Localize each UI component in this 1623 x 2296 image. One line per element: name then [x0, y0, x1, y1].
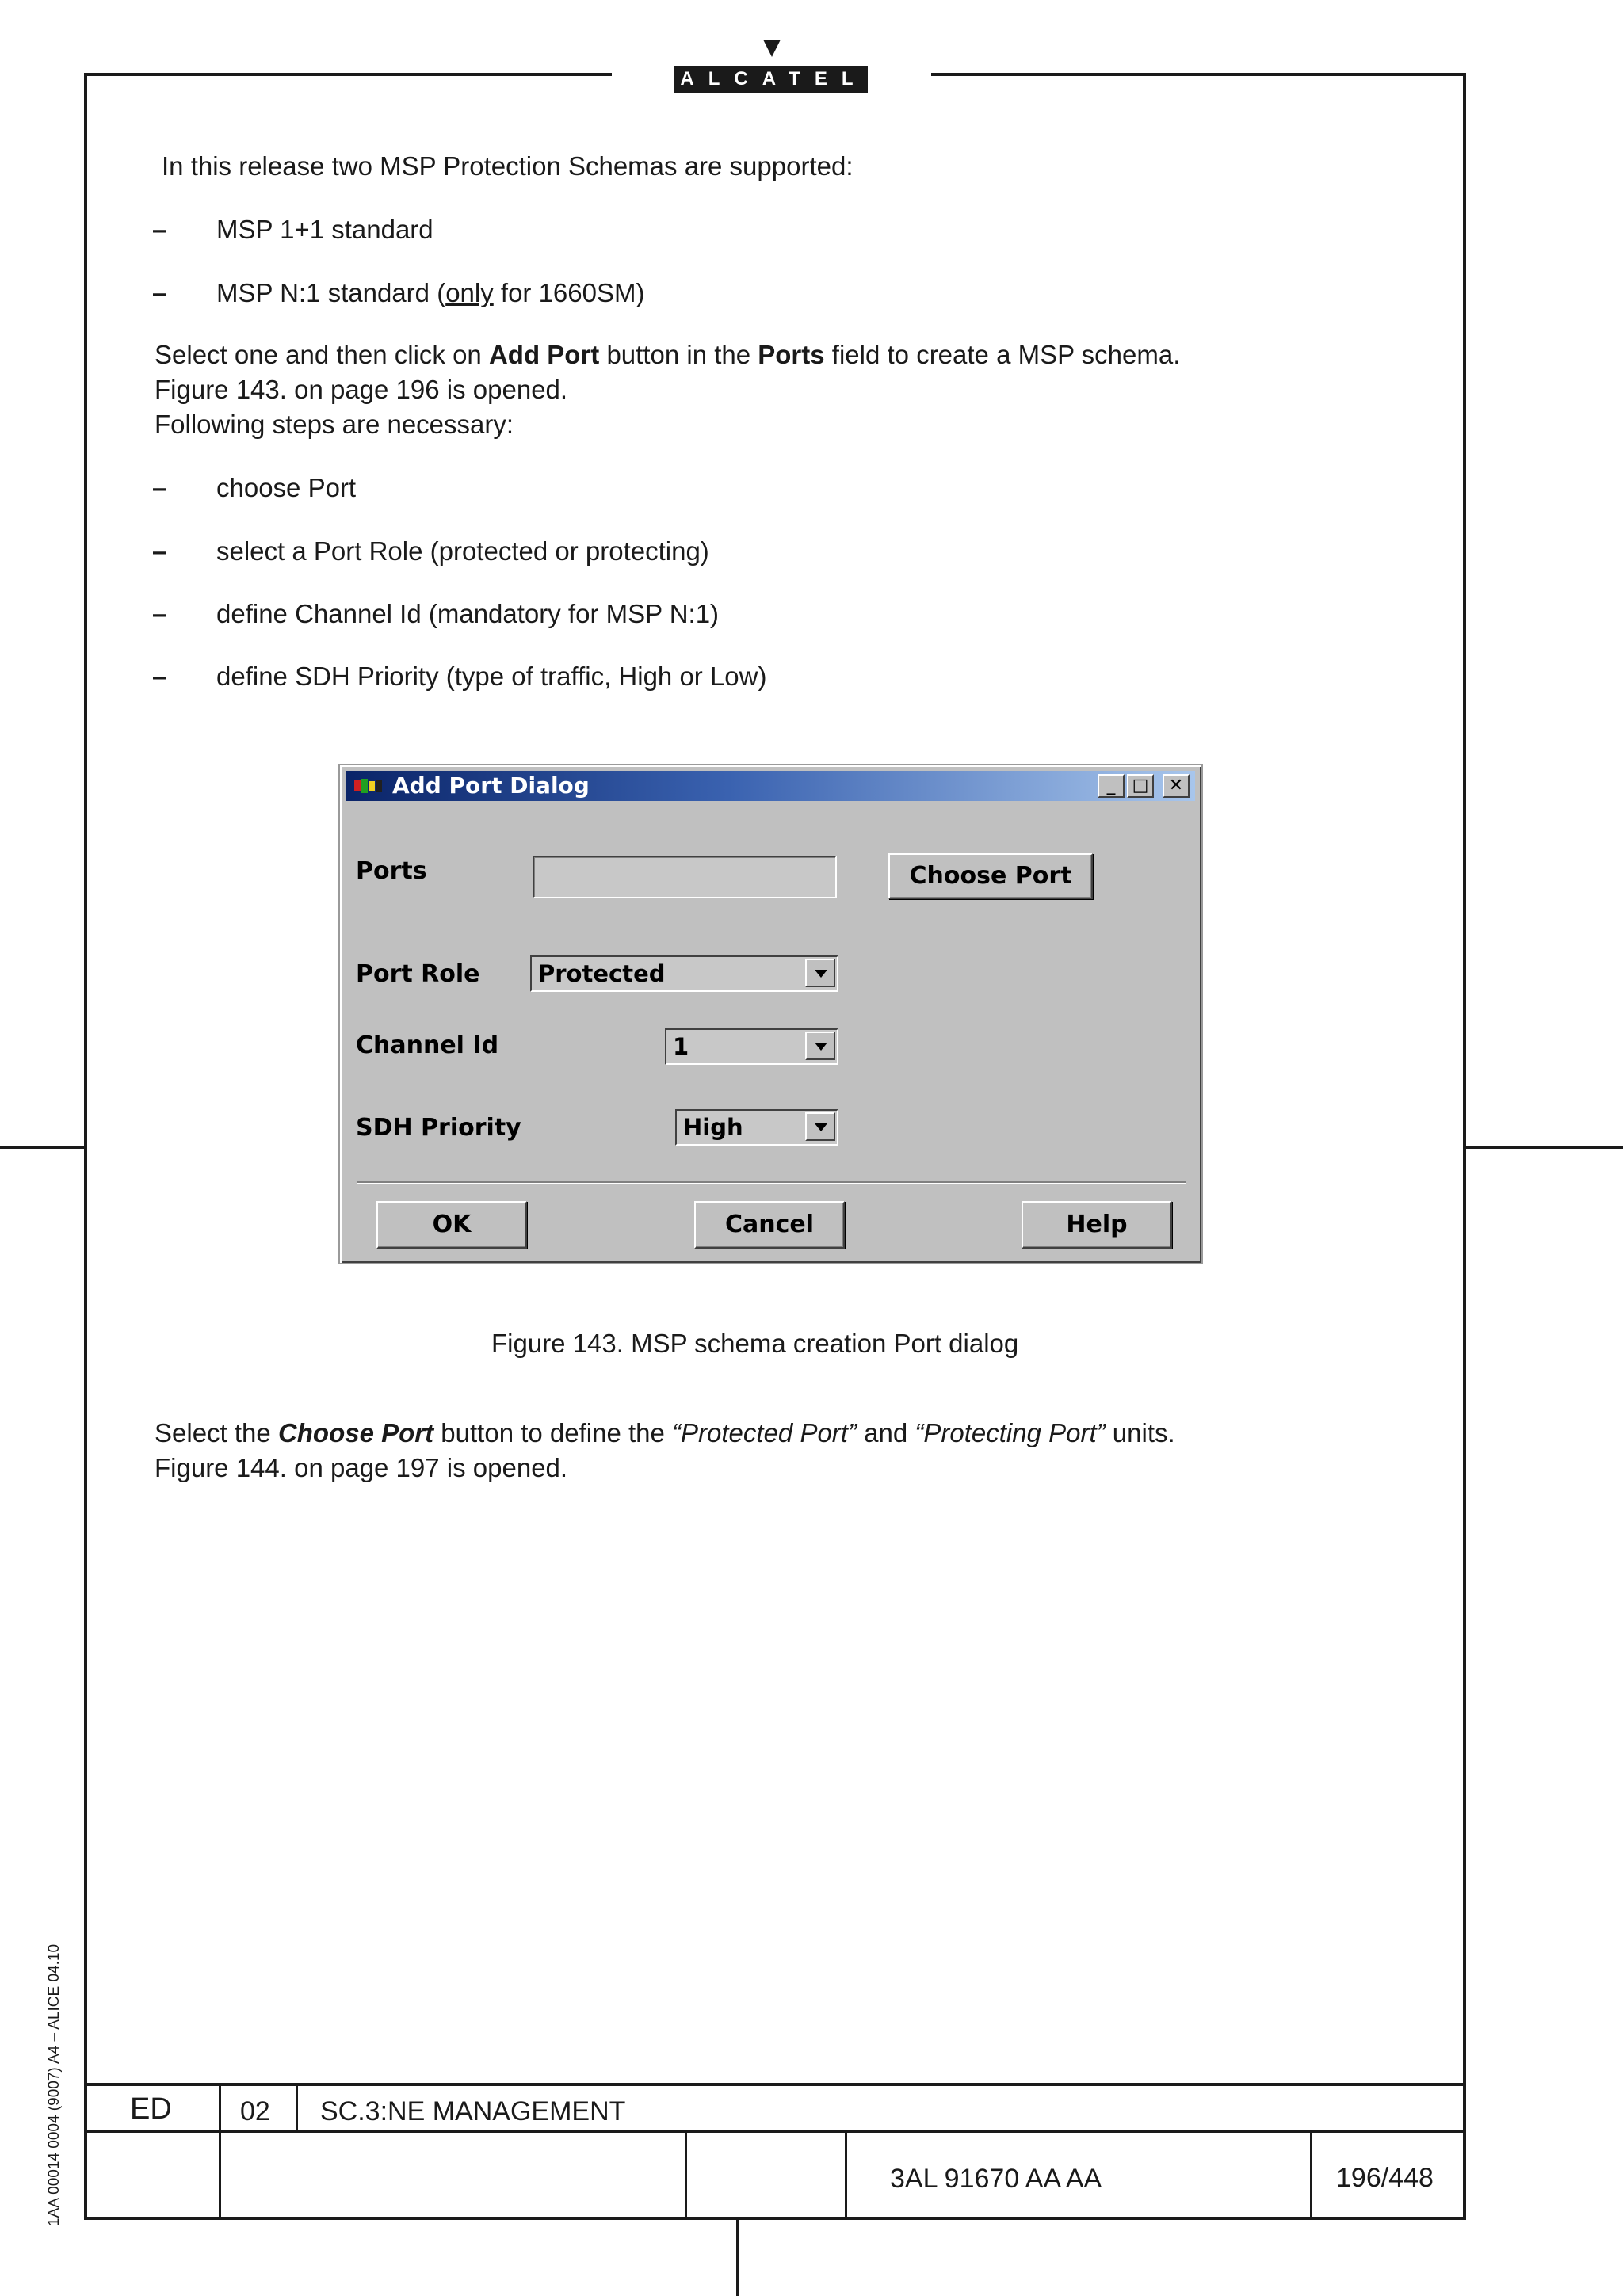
cancel-button[interactable]: Cancel: [694, 1201, 845, 1249]
sdh-priority-value: High: [683, 1114, 743, 1141]
choose-paragraph-line1: Select the Choose Port button to define the “Protected Port” and “Protecting Port” units.: [155, 1418, 1175, 1447]
bullet-dash: –: [152, 599, 167, 628]
sdh-priority-label: SDH Priority: [356, 1114, 521, 1142]
frame-top-right: [931, 73, 1466, 76]
bullet-dash: –: [152, 662, 167, 691]
chevron-down-icon[interactable]: [805, 1112, 835, 1141]
footer-col-1: [219, 2083, 221, 2220]
add-port-dialog: [338, 764, 1203, 1264]
footer-bottom-line: [84, 2217, 1466, 2220]
footer-col-3: [685, 2130, 687, 2220]
footer-page-number: 196/448: [1336, 2163, 1434, 2193]
close-button[interactable]: ✕: [1163, 774, 1190, 798]
port-role-value: Protected: [538, 960, 666, 987]
step-item: choose Port: [216, 473, 357, 502]
select-paragraph-line3: Following steps are necessary:: [155, 410, 514, 439]
channel-id-label: Channel Id: [356, 1032, 499, 1059]
port-role-label: Port Role: [356, 960, 480, 988]
ports-input[interactable]: [533, 856, 837, 898]
port-role-select[interactable]: [530, 955, 838, 992]
choose-paragraph-line2: Figure 144. on page 197 is opened.: [155, 1453, 568, 1482]
select-paragraph-line2: Figure 143. on page 196 is opened.: [155, 375, 568, 404]
choose-port-button[interactable]: Choose Port: [888, 853, 1093, 899]
margin-mark-right: [1466, 1146, 1623, 1149]
channel-id-value: 1: [673, 1033, 689, 1060]
footer-section: SC.3:NE MANAGEMENT: [320, 2096, 626, 2126]
step-item: select a Port Role (protected or protecting): [216, 536, 709, 566]
underlined-only: only: [445, 278, 494, 307]
ports-label: Ports: [356, 857, 427, 885]
logo-triangle-icon: [763, 40, 781, 57]
footer-tail: [736, 2218, 739, 2296]
schema-item: MSP 1+1 standard: [216, 215, 433, 244]
footer-mid-line: [84, 2130, 1466, 2133]
bullet-dash: –: [152, 536, 167, 566]
maximize-button[interactable]: □: [1127, 774, 1154, 798]
help-button[interactable]: Help: [1022, 1201, 1172, 1249]
footer-top-line: [84, 2083, 1466, 2086]
alcatel-logo: ALCATEL: [674, 66, 868, 93]
app-icon: [354, 777, 383, 795]
minimize-button[interactable]: _: [1098, 774, 1125, 798]
footer-col-5: [1310, 2130, 1312, 2220]
chevron-down-icon[interactable]: [805, 959, 835, 987]
footer-ed-label: ED: [130, 2092, 172, 2126]
frame-top-left: [84, 73, 612, 76]
schema-item: MSP N:1 standard (only for 1660SM): [216, 278, 645, 307]
dialog-title: Add Port Dialog: [392, 772, 590, 799]
ok-button[interactable]: OK: [376, 1201, 527, 1249]
sdh-priority-select[interactable]: [675, 1109, 838, 1146]
dialog-title-bar[interactable]: [346, 771, 1195, 801]
footer-doc-code: 3AL 91670 AA AA: [890, 2164, 1102, 2194]
step-item: define Channel Id (mandatory for MSP N:1): [216, 599, 720, 628]
bullet-dash: –: [152, 473, 167, 502]
footer-ed-value: 02: [240, 2096, 270, 2126]
figure-caption: Figure 143. MSP schema creation Port dialog: [491, 1329, 1019, 1358]
margin-mark-left: [0, 1146, 84, 1149]
frame-left: [84, 73, 87, 2220]
select-paragraph-line1: Select one and then click on Add Port button in the Ports field to create a MSP schema.: [155, 340, 1181, 369]
side-note: 1AA 00014 0004 (9007) A4 – ALICE 04.10: [46, 1943, 63, 2226]
footer-col-4: [845, 2130, 847, 2220]
channel-id-select[interactable]: [665, 1028, 838, 1065]
bullet-dash: –: [152, 278, 167, 307]
chevron-down-icon[interactable]: [805, 1032, 835, 1060]
intro-text: In this release two MSP Protection Schemas are supported:: [162, 151, 854, 181]
dialog-separator: [357, 1181, 1186, 1184]
bullet-dash: –: [152, 215, 167, 244]
step-item: define SDH Priority (type of traffic, High or Low): [216, 662, 767, 691]
footer-col-2: [296, 2083, 298, 2132]
